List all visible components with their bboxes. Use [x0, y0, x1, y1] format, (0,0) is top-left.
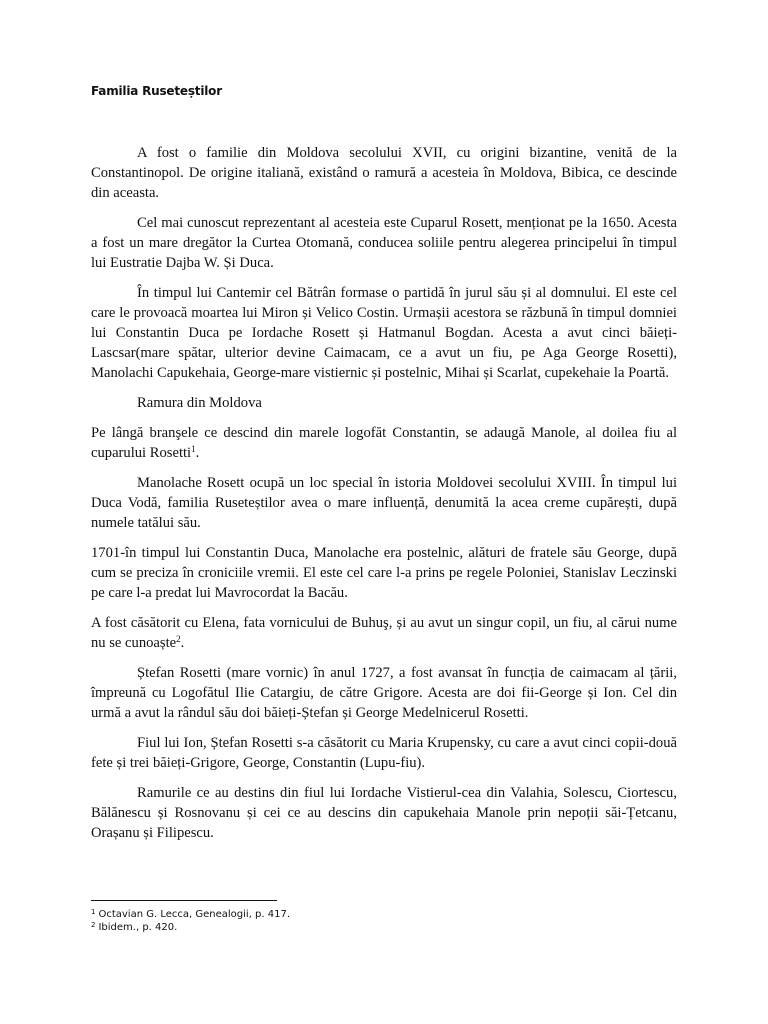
paragraph: Ștefan Rosetti (mare vornic) în anul 1727, a fost avansat în funcția de caimacam al țării, împreună cu Logofătul Ilie Catargiu, de către Grigore. Acesta are doi fii-George și Ion. Cel din urmă a avut la rândul său doi băieți-Ștefan și George Medelnicerul Rosetti.	[91, 665, 677, 721]
paragraph: Manolache Rosett ocupă un loc special în istoria Moldovei secolului XVIII. În timpul lui Duca Vodă, familia Ruseteștilor avea o mare influență, denumită la acea creme cupărești, după numele tatălui său.	[91, 475, 677, 531]
footnote-text: Octavian G. Lecca, Genealogii, p. 417.	[98, 909, 291, 920]
document-body	[91, 143, 677, 853]
footnote-mark: 1	[91, 908, 96, 916]
footnote-ref[interactable]: 2	[176, 634, 181, 644]
section-heading: Ramura din Moldova	[137, 395, 262, 411]
footnote	[91, 921, 677, 934]
footnote-text: Ibidem., p. 420.	[98, 922, 178, 933]
paragraph-text: Pe lângă branşele ce descind din marele logofăt Constantin, se adaugă Manole, al doilea fiu al cuparului Rosetti	[91, 425, 677, 461]
paragraph-with-footnote: A fost căsătorit cu Elena, fata vornicului de Buhuş, și au avut un singur copil, un fiu, al cărui nume nu se cunoaște$^2$.	[91, 615, 677, 651]
paragraph: Fiul lui Ion, Ștefan Rosetti s-a căsătorit cu Maria Krupensky, cu care a avut cinci copii-două fete și trei băieți-Grigore, George, Constantin (Lupu-fiu).	[91, 735, 677, 771]
footnote-separator	[91, 900, 277, 901]
paragraph: 1701-în timpul lui Constantin Duca, Manolache era postelnic, alături de fratele său George, după cum se preciza în croniciile vremii. El este cel care l-a prins pe regele Poloniei, Stanislav Leczinski pe care l-a predat lui Mavrocordat la Bacău.	[91, 545, 677, 601]
paragraph-with-footnote: Pe lângă branşele ce descind din marele logofăt Constantin, se adaugă Manole, al doilea fiu al cuparului Rosetti$^1$.	[91, 425, 677, 461]
paragraph-text: A fost căsătorit cu Elena, fata vornicului de Buhuş, și au avut un singur copil, un fiu, al cărui nume nu se cunoaște	[91, 615, 677, 651]
paragraph: În timpul lui Cantemir cel Bătrân formase o partidă în jurul său și al domnului. El este cel care le provoacă moartea lui Miron și Velico Costin. Urmașii acestora se răzbună în timpul domniei lui Constantin Duca pe Iordache Rosett și Hatmanul Bogdan. Acesta a avut cinci băieți-Lascsar(mare spătar, ulterior devine Caimacam, ce a avut un fiu, pe Aga George Rosetti), Manolachi Capukehaia, George-mare vistiernic și postelnic, Mihai și Scarlat, cupekehaie la Poartă.	[91, 285, 677, 381]
paragraph: A fost o familie din Moldova secolului XVII, cu origini bizantine, venită de la Constantinopol. De origine italiană, existând o ramură a acesteia în Moldova, Bibica, ce descinde din aceasta.	[91, 145, 677, 201]
footnote-ref[interactable]: 1	[191, 444, 196, 454]
paragraph: Cel mai cunoscut reprezentant al acesteia este Cuparul Rosett, menționat pe la 1650. Acesta a fost un mare dregător la Curtea Otomană, conducea soliile pentru alegerea principelui în timpul lui Eustratie Dajba W. Și Duca.	[91, 215, 677, 271]
document-title: Familia Ruseteștilor	[91, 84, 222, 98]
footnote	[91, 908, 677, 921]
paragraph: Ramurile ce au destins din fiul lui Iordache Vistierul-cea din Valahia, Solescu, Ciortescu, Bălănescu și Rosnovanu și cei ce au descins din capukehaia Manole prin nepoții săi-Țetcanu, Orașanu și Filipescu.	[91, 785, 677, 841]
footnote-mark: 2	[91, 921, 96, 929]
footnotes	[91, 900, 677, 934]
